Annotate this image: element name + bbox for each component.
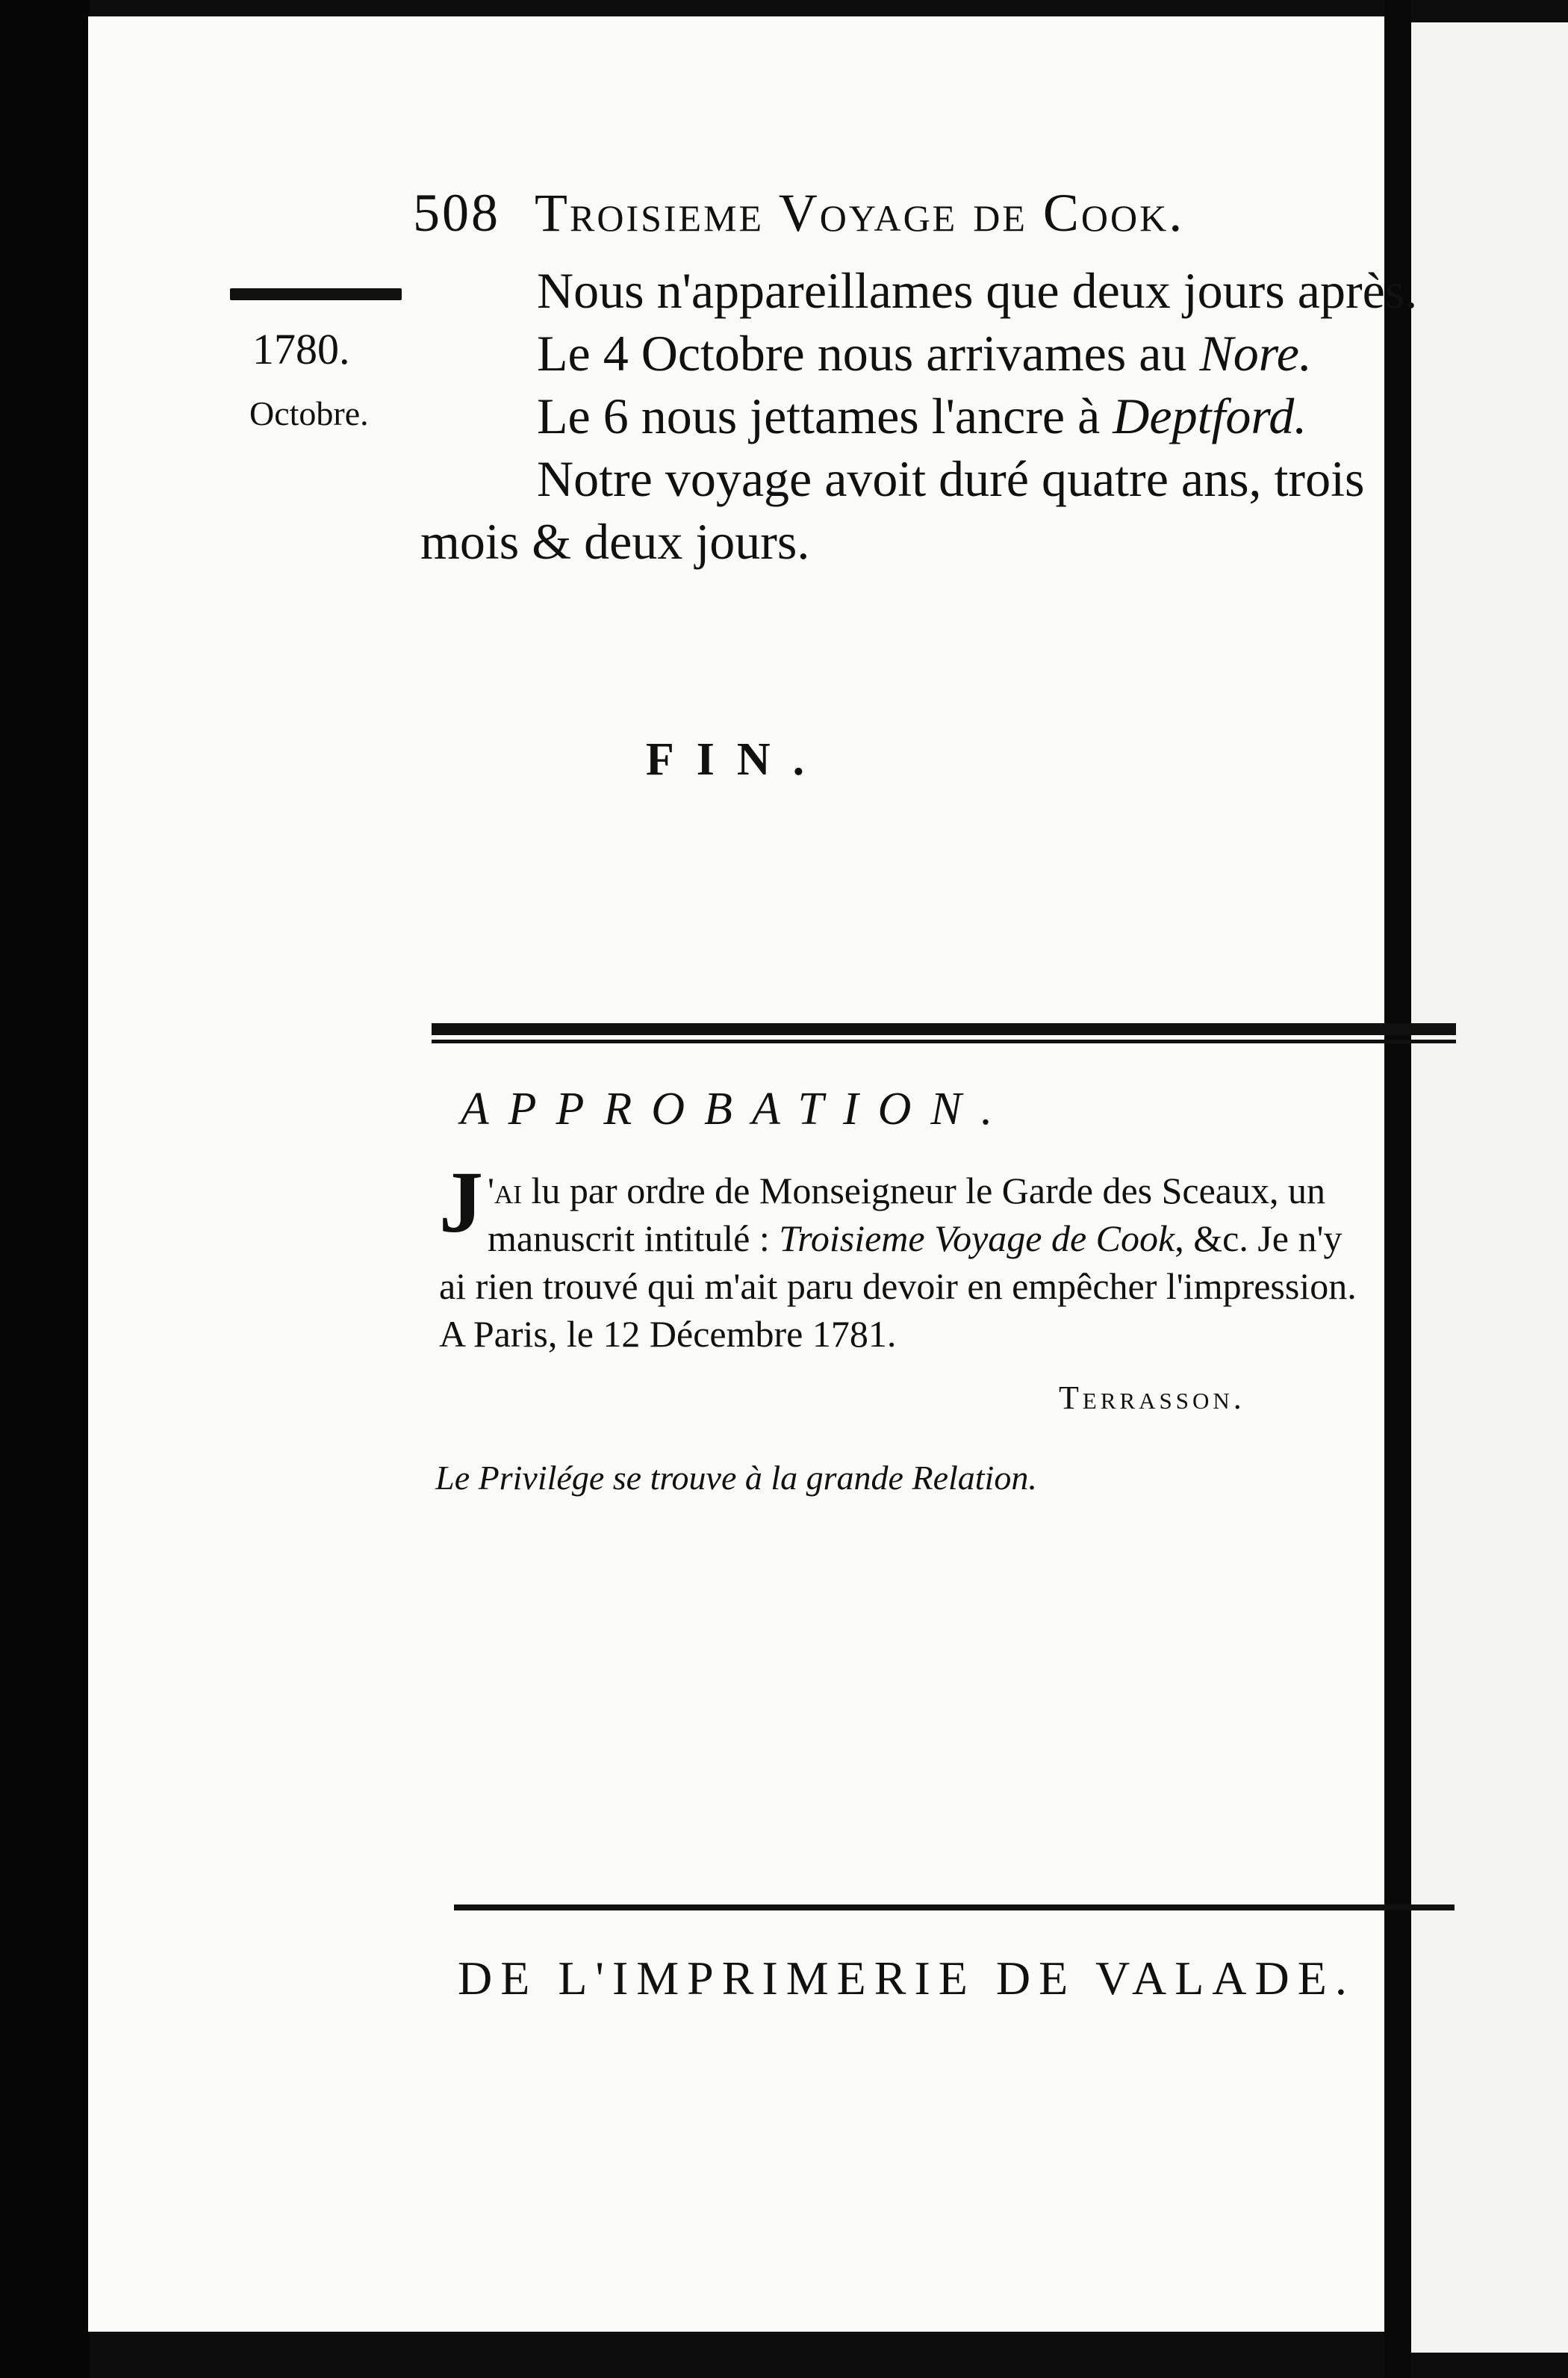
drop-cap: J xyxy=(439,1153,483,1251)
running-header xyxy=(413,182,1458,244)
margin-note-month: Octobre. xyxy=(249,394,369,432)
section-divider xyxy=(432,1023,1456,1043)
imprint-rule xyxy=(454,1904,1455,1910)
text-line: Nous n'appareillames que deux jours après. xyxy=(537,262,1418,319)
place-name: Nore. xyxy=(1199,325,1312,382)
book-title: Troisieme Voyage de Cook xyxy=(779,1217,1175,1259)
page-number: 508 xyxy=(413,183,500,243)
book-spine-shadow xyxy=(0,0,90,2378)
printer-imprint: DE L'IMPRIMERIE DE VALADE. xyxy=(458,1952,1355,2005)
margin-note-year: 1780. xyxy=(252,325,350,373)
text-line: Le 4 Octobre nous arrivames au Nore. xyxy=(537,325,1312,382)
narrative-text xyxy=(420,259,1451,573)
approbation-text xyxy=(439,1153,1455,1358)
text-line: Le 6 nous jettames l'ancre à Deptford. xyxy=(537,388,1307,444)
approbation-title: APPROBATION. xyxy=(460,1084,1012,1134)
place-name: Deptford. xyxy=(1113,388,1307,444)
text-line: Notre voyage avoit duré quatre ans, trois xyxy=(537,450,1365,507)
privilege-note: Le Privilége se trouve à la grande Relation. xyxy=(435,1459,1037,1497)
fin-heading: FIN. xyxy=(645,734,827,785)
text-line: A Paris, le 12 Décembre 1781. xyxy=(439,1313,897,1355)
text-line: manuscrit intitulé : Troisieme Voyage de Cook, &c. Je n'y xyxy=(488,1217,1343,1259)
text-line: 'ai lu par ordre de Monseigneur le Garde des Sceaux, un xyxy=(488,1170,1325,1211)
text-line: ai rien trouvé qui m'ait paru devoir en empêcher l'impression. xyxy=(439,1265,1357,1307)
text-line: mois & deux jours. xyxy=(420,513,810,570)
censor-signature: Terrasson. xyxy=(1059,1379,1245,1416)
margin-rule xyxy=(230,288,402,300)
book-page xyxy=(88,16,1418,2332)
running-title: Troisieme Voyage de Cook. xyxy=(535,183,1185,243)
